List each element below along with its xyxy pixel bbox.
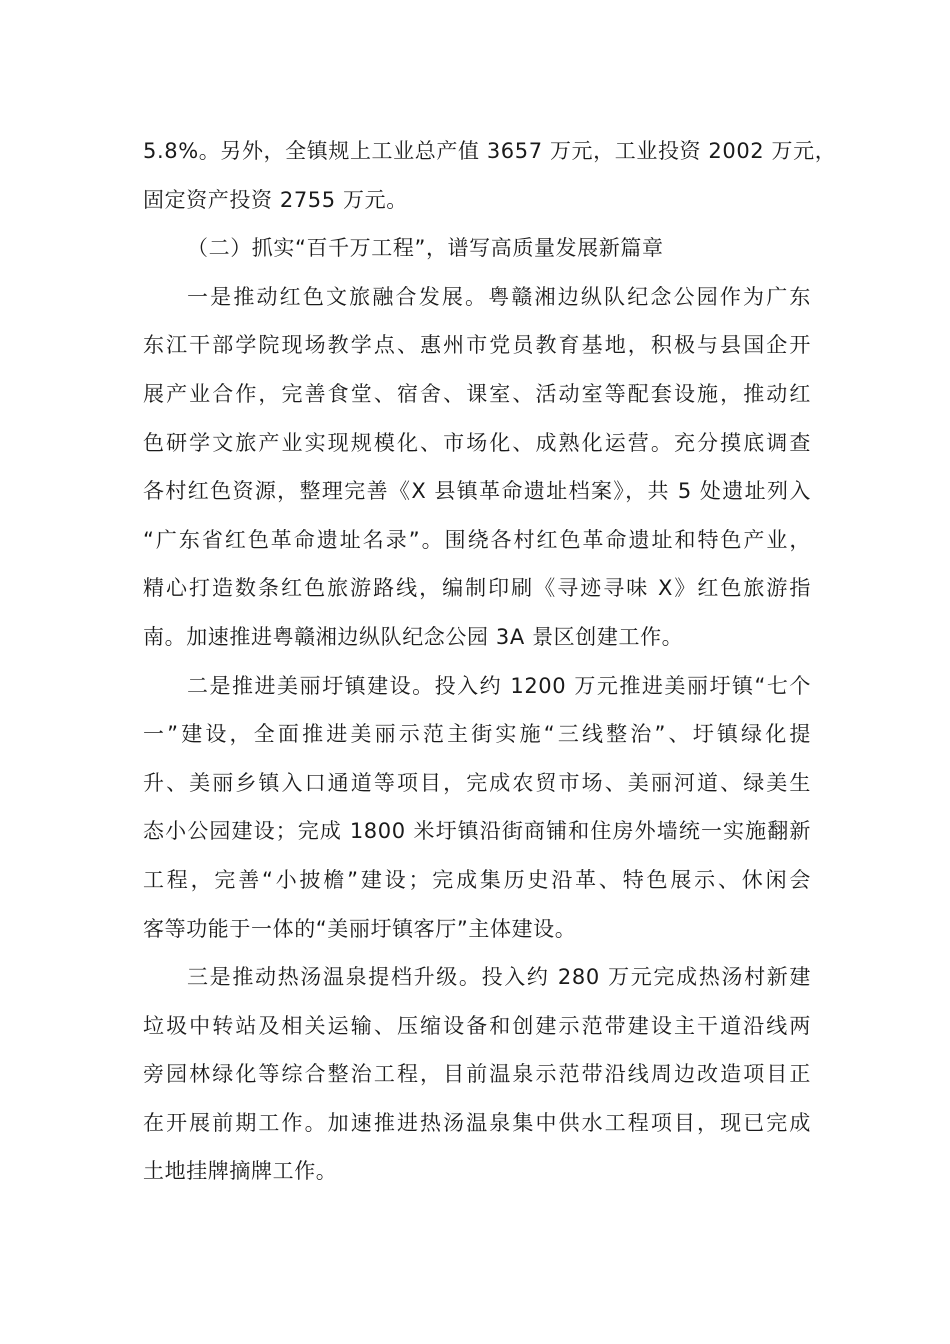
text-line: 在开展前期工作。加速推进热汤温泉集中供水工程项目，现已完成: [143, 1110, 811, 1135]
text-line: 二是推进美丽圩镇建设。投入约 1200 万元推进美丽圩镇“七个: [187, 673, 811, 698]
paragraph-item-one: [143, 273, 811, 662]
text-line: “广东省红色革命遗址名录”。围绕各村红色革命遗址和特色产业，: [143, 527, 811, 552]
paragraph-item-three: [143, 953, 811, 1196]
text-line: 各村红色资源，整理完善《X 县镇革命遗址档案》，共 5 处遗址列入: [143, 479, 811, 504]
text-line: 精心打造数条红色旅游路线，编制印刷《寻迹寻味 X》红色旅游指: [143, 576, 811, 601]
text-line: 客等功能于一体的“美丽圩镇客厅”主体建设。: [143, 916, 577, 941]
text-line: 南。加速推进粤赣湘边纵队纪念公园 3A 景区创建工作。: [143, 624, 684, 649]
text-line: 展产业合作，完善食堂、宿舍、课室、活动室等配套设施，推动红: [143, 381, 811, 406]
text-line: 5.8%。另外，全镇规上工业总产值 3657 万元，工业投资 2002 万元，: [143, 139, 837, 163]
section-heading-text: （二）抓实“百千万工程”，谱写高质量发展新篇章: [187, 236, 664, 261]
text-line: 东江干部学院现场教学点、惠州市党员教育基地，积极与县国企开: [143, 333, 811, 358]
text-line: 旁园林绿化等综合整治工程，目前温泉示范带沿线周边改造项目正: [143, 1062, 811, 1087]
document-body: [143, 127, 837, 1196]
text-line: 三是推动热汤温泉提档升级。投入约 280 万元完成热汤村新建: [187, 965, 811, 990]
text-line: 土地挂牌摘牌工作。: [143, 1159, 338, 1184]
section-heading: [143, 224, 811, 273]
text-line: 态小公园建设；完成 1800 米圩镇沿街商铺和住房外墙统一实施翻新: [143, 819, 811, 844]
text-line: 色研学文旅产业实现规模化、市场化、成熟化运营。充分摸底调查: [143, 430, 811, 455]
paragraph-item-two: [143, 662, 811, 954]
text-line: 一”建设，全面推进美丽示范主街实施“三线整治”、圩镇绿化提: [143, 722, 811, 747]
text-line: 一是推动红色文旅融合发展。粤赣湘边纵队纪念公园作为广东: [187, 284, 811, 309]
text-line: 工程，完善“小披檐”建设；完成集历史沿革、特色展示、休闲会: [143, 867, 811, 892]
paragraph-intro-continuation: [143, 127, 837, 224]
text-line: 垃圾中转站及相关运输、压缩设备和创建示范带建设主干道沿线两: [143, 1013, 811, 1038]
text-line: 升、美丽乡镇入口通道等项目，完成农贸市场、美丽河道、绿美生: [143, 770, 811, 795]
text-line: 固定资产投资 2755 万元。: [143, 187, 408, 212]
